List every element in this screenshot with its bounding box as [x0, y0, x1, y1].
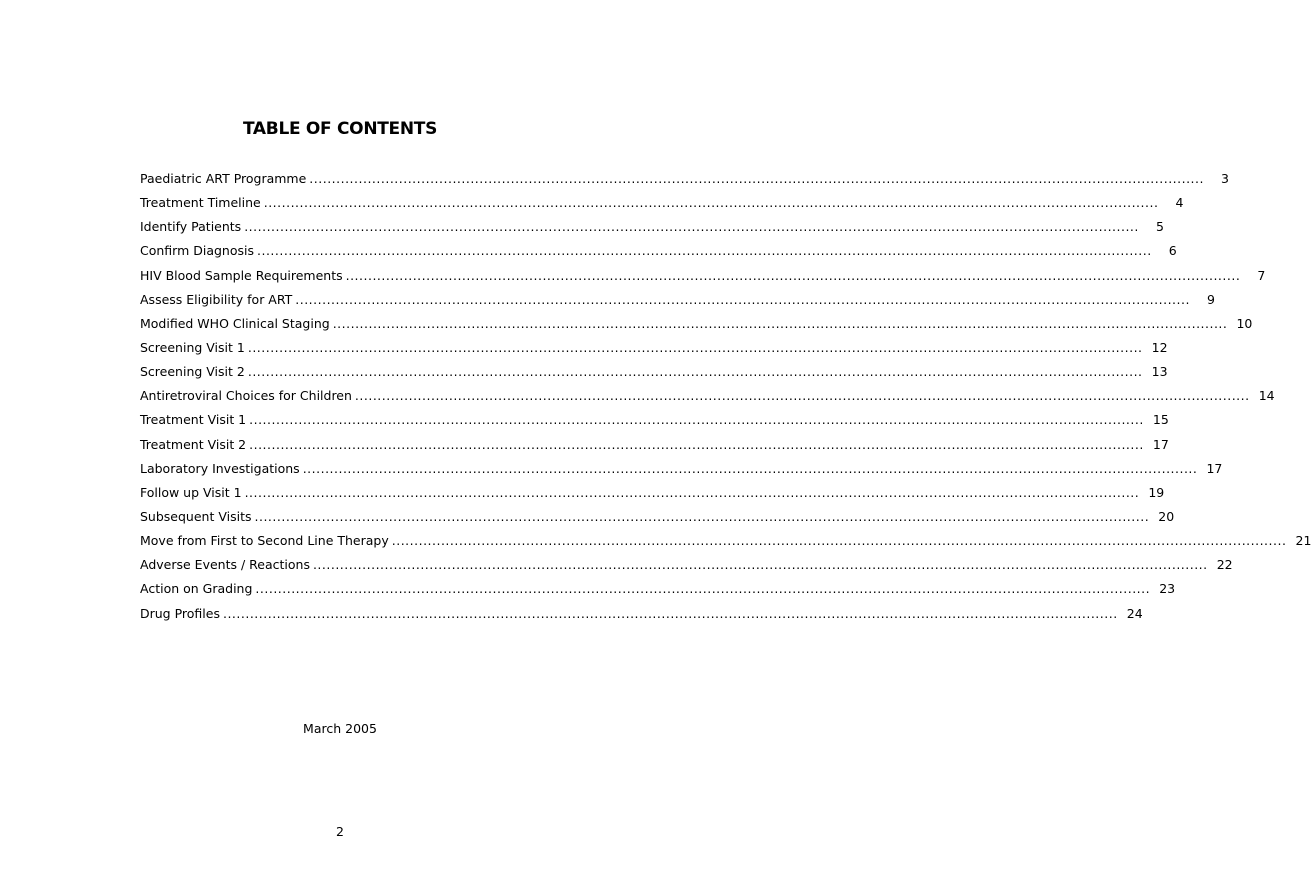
toc-entry-label: Antiretroviral Choices for Children [140, 388, 352, 404]
toc-entry-label: Assess Eligibility for ART [140, 291, 293, 307]
toc-entry-page: 15 [1152, 412, 1169, 428]
toc-entry-label: Follow up Visit 1 [140, 484, 242, 500]
toc-entry-page: 23 [1159, 581, 1176, 597]
dot-leader: ........................................................................................................................................................................................................ [244, 219, 1139, 235]
dot-leader: ........................................................................................................................................................................................................ [249, 412, 1144, 428]
toc-entry [140, 433, 1169, 457]
toc-entry-page: 24 [1126, 605, 1143, 621]
toc-entry [140, 481, 1165, 505]
dot-leader: ........................................................................................................................................................................................................ [354, 388, 1250, 404]
dot-leader: ........................................................................................................................................................................................................ [222, 605, 1118, 621]
toc-entry-label: Treatment Timeline [140, 195, 261, 211]
toc-entry-page: 14 [1258, 388, 1275, 404]
toc-entry-page: 9 [1207, 291, 1215, 307]
toc-entry [140, 336, 1168, 360]
dot-leader: ........................................................................................................................................................................................................ [255, 581, 1151, 597]
toc-entry [140, 384, 1275, 408]
toc-entry-label: Identify Patients [140, 219, 242, 235]
toc-entry-label: Treatment Visit 2 [140, 436, 247, 452]
dot-leader: ........................................................................................................................................................................................................ [254, 509, 1150, 525]
toc-entry-label: HIV Blood Sample Requirements [140, 267, 343, 283]
dot-leader: ........................................................................................................................................................................................................ [244, 484, 1140, 500]
toc-entry-page: 22 [1216, 557, 1233, 573]
toc-entry [140, 408, 1169, 432]
toc-entry-label: Drug Profiles [140, 605, 220, 621]
toc-entry [140, 239, 1177, 263]
toc-entry [140, 312, 1253, 336]
toc-entry-page: 17 [1206, 460, 1223, 476]
toc-entry [140, 505, 1175, 529]
dot-leader: ........................................................................................................................................................................................................ [345, 267, 1241, 283]
dot-leader: ........................................................................................................................................................................................................ [312, 557, 1208, 573]
page-title: TABLE OF CONTENTS [242, 119, 438, 139]
toc-entry-page: 21 [1295, 533, 1311, 549]
dot-leader: ........................................................................................................................................................................................................ [247, 364, 1143, 380]
toc-entry-page: 4 [1175, 195, 1184, 211]
toc-entry-label: Action on Grading [140, 581, 253, 597]
toc-entry-label: Laboratory Investigations [140, 460, 300, 476]
dot-leader: ........................................................................................................................................................................................................ [247, 340, 1143, 356]
toc-entry-label: Treatment Visit 1 [140, 412, 247, 428]
dot-leader: ........................................................................................................................................................................................................ [257, 243, 1152, 259]
toc-entry-page: 20 [1158, 509, 1175, 525]
toc-entry-label: Move from First to Second Line Therapy [140, 533, 389, 549]
dot-leader: ........................................................................................................................................................................................................ [263, 195, 1159, 211]
dot-leader: ........................................................................................................................................................................................................ [309, 171, 1204, 187]
toc-entry [140, 215, 1164, 239]
toc-entry [140, 529, 1311, 553]
toc-entry-page: 6 [1168, 243, 1177, 259]
toc-entry-label: Confirm Diagnosis [140, 243, 255, 259]
toc-entry-page: 5 [1155, 219, 1164, 235]
toc-entry [140, 360, 1168, 384]
dot-leader: ........................................................................................................................................................................................................ [295, 291, 1190, 307]
table-of-contents [140, 167, 1311, 626]
toc-entry-page: 7 [1257, 267, 1266, 283]
toc-entry-label: Screening Visit 2 [140, 364, 245, 380]
toc-entry-label: Modified WHO Clinical Staging [140, 315, 330, 331]
dot-leader: ........................................................................................................................................................................................................ [391, 533, 1287, 549]
toc-entry [140, 602, 1143, 626]
page-number: 2 [336, 824, 344, 839]
toc-entry-page: 13 [1151, 364, 1168, 380]
toc-entry [140, 191, 1184, 215]
toc-entry-label: Adverse Events / Reactions [140, 557, 310, 573]
toc-entry-page: 3 [1221, 171, 1229, 187]
dot-leader: ........................................................................................................................................................................................................ [249, 436, 1144, 452]
toc-entry-page: 10 [1236, 315, 1253, 331]
toc-entry [140, 457, 1223, 481]
toc-entry [140, 288, 1215, 312]
dot-leader: ........................................................................................................................................................................................................ [332, 315, 1228, 331]
toc-entry [140, 577, 1176, 601]
dot-leader: ........................................................................................................................................................................................................ [302, 460, 1198, 476]
toc-entry-page: 17 [1152, 436, 1169, 452]
toc-entry-label: Screening Visit 1 [140, 340, 245, 356]
toc-entry-label: Paediatric ART Programme [140, 171, 307, 187]
toc-entry [140, 167, 1229, 191]
toc-entry [140, 553, 1233, 577]
toc-entry [140, 264, 1266, 288]
document-date: March 2005 [303, 721, 377, 736]
toc-entry-page: 12 [1151, 340, 1168, 356]
toc-entry-label: Subsequent Visits [140, 509, 252, 525]
toc-entry-page: 19 [1148, 484, 1165, 500]
